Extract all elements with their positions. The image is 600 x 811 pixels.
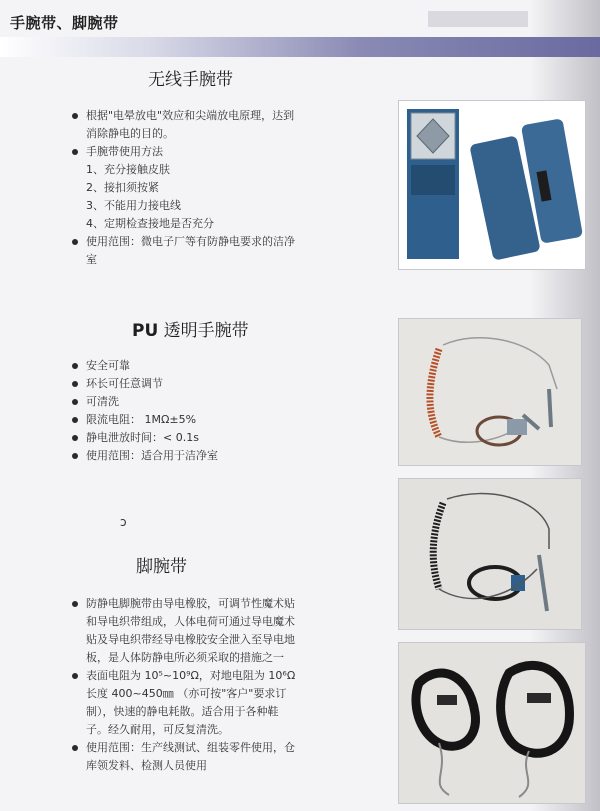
header-faded-mark — [428, 11, 528, 27]
list-item: 消除静电的目的。 — [86, 127, 174, 140]
wireless-wristband-photo — [398, 100, 586, 270]
pu-bullet-list — [72, 357, 312, 465]
list-item: 静电泄放时间：< 0.1s — [72, 429, 312, 447]
list-item: 4、定期检查接地是否充分 — [86, 217, 214, 230]
list-item: 根据"电晕放电"效应和尖端放电原理，达到 — [72, 107, 312, 125]
list-item: 子。经久耐用，可反复清洗。 — [86, 723, 229, 736]
pu-title-prefix: PU — [132, 321, 159, 341]
page-header-title: 手腕带、脚腕带 — [10, 14, 119, 32]
section-title-wireless: 无线手腕带 — [148, 70, 233, 90]
ankle-strap-photo — [398, 642, 586, 804]
wireless-bullet-list — [72, 107, 312, 269]
list-item: 室 — [86, 253, 97, 266]
header-gradient-band — [0, 37, 600, 57]
list-item: 限流电阻： 1MΩ±5% — [72, 411, 312, 429]
section-title-ankle: 脚腕带 — [136, 557, 187, 577]
list-item: 贴及导电织带经导电橡胶安全泄入至导电地 — [86, 633, 295, 646]
list-item: 环长可任意调节 — [72, 375, 312, 393]
ankle-bullet-list — [72, 595, 322, 775]
pu-wristband-red-coil-photo — [398, 318, 582, 466]
stray-mark: ɔ — [120, 515, 127, 529]
list-item: 安全可靠 — [72, 357, 312, 375]
list-item: 使用范围：微电子厂等有防静电要求的洁净 — [72, 233, 312, 251]
list-item: 2、接扣须按紧 — [86, 181, 159, 194]
list-item: 板，是人体防静电所必须采取的措施之一 — [86, 651, 284, 664]
list-item: 防静电脚腕带由导电橡胶，可调节性魔术贴 — [72, 595, 322, 613]
list-item: 1、充分接触皮肤 — [86, 163, 170, 176]
list-item: 手腕带使用方法 — [72, 143, 312, 161]
list-item: 可清洗 — [72, 393, 312, 411]
list-item: 表面电阻为 10⁵~10⁹Ω，对地电阻为 10⁶Ω — [72, 667, 322, 685]
pu-title-rest: 透明手腕带 — [158, 321, 249, 341]
list-item: 使用范围：生产线测试、组装零件使用，仓 — [72, 739, 322, 757]
section-title-pu — [132, 316, 249, 341]
list-item: 使用范围：适合用于洁净室 — [72, 447, 312, 465]
list-item: 和导电织带组成，人体电荷可通过导电魔术 — [86, 615, 295, 628]
list-item: 库领发料、检测人员使用 — [86, 759, 207, 772]
pu-wristband-black-coil-photo — [398, 478, 582, 630]
list-item: 制），快速的静电耗散。适合用于各种鞋 — [86, 705, 279, 718]
list-item: 长度 400~450㎜ （亦可按"客户"要求订 — [86, 687, 287, 700]
list-item: 3、不能用力接电线 — [86, 199, 181, 212]
